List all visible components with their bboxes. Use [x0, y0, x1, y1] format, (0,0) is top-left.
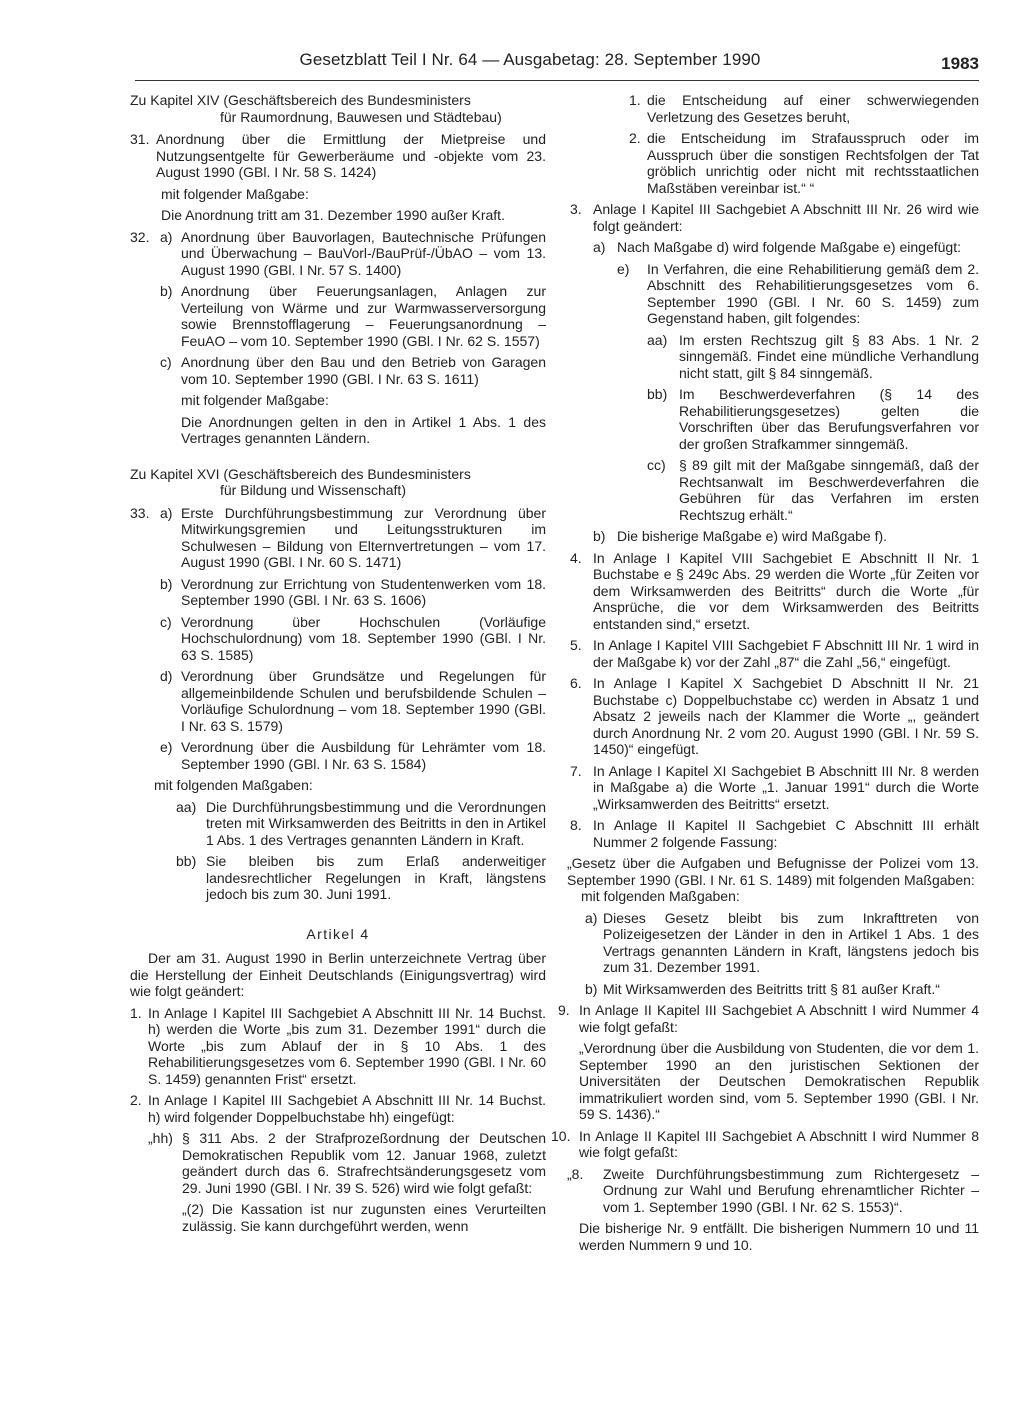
sub-label: „8. — [567, 1165, 584, 1182]
item-text: Anordnung über Bauvorlagen, Bautechnische Prüfungen und Überwachung – BauVorl-/BauPrüf-/ÜbAO – vom 13. August 1990 (GBl. I Nr. 57 S. 1400) — [181, 228, 546, 278]
item-number: 33. — [130, 504, 150, 521]
item-text: In Anlage II Kapitel III Sachgebiet A Abschnitt I wird Nummer 4 wie folgt gefaßt: — [579, 1002, 979, 1035]
item-text: Anlage I Kapitel III Sachgebiet A Abschnitt III Nr. 26 wird wie folgt geändert: — [593, 201, 979, 234]
item-text: In Anlage I Kapitel VIII Sachgebiet E Abschnitt II Nr. 1 Buchstabe e § 249c Abs. 29 werden die Worte „für Zeiten vor dem Wirksamwerden des Beitritts“ durch die Worte „für Ansprüche, die vor dem Wirksamwerden des Beitritts entstanden sind,“ ersetzt. — [593, 549, 979, 632]
item-text: Erste Durchführungsbestimmung zur Verordnung über Mitwirkungsgremien und Leitungsstrukturen im Schulwesen – Bildung von Elternvertretungen – vom 17. August 1990 (GBl. I Nr. 60 S. 1471) — [181, 504, 546, 570]
item-text: Anordnung über den Bau und den Betrieb von Garagen vom 10. September 1990 (GBl. I Nr. 63 S. 1611) — [181, 354, 546, 387]
item-number: 6. — [570, 675, 582, 691]
sub-label: a) — [593, 239, 606, 255]
item-number: 2. — [130, 1092, 142, 1108]
sub-label: aa) — [647, 331, 668, 348]
sub-label: b) — [160, 283, 173, 299]
item-33c — [130, 614, 546, 664]
sub-label: a) — [585, 909, 598, 926]
sub-label: bb) — [647, 386, 668, 402]
amendment-2 — [130, 1092, 546, 1125]
sub-label: cc) — [647, 457, 666, 473]
item-text: In Anlage II Kapitel III Sachgebiet A Abschnitt I wird Nummer 8 wie folgt gefaßt: — [579, 1127, 979, 1160]
massgabe-bb — [130, 853, 546, 903]
chapter-xvi-heading — [130, 466, 546, 499]
item-33b — [130, 576, 546, 609]
chapter-xiv-heading — [130, 92, 546, 125]
amendment-2-quote: „(2) Die Kassation ist nur zugunsten eines Verurteilten zulässig. Sie kann durchgeführt werden, wenn — [182, 1201, 546, 1234]
chapter-heading-line: Zu Kapitel XVI (Geschäftsbereich des Bundesministers — [130, 465, 471, 482]
item-text: In Anlage I Kapitel VIII Sachgebiet F Abschnitt III Nr. 1 wird in der Maßgabe k) vor der Zahl „87“ die Zahl „56,“ eingefügt. — [593, 637, 979, 670]
item-33a — [130, 505, 546, 571]
item-text: die Entscheidung auf einer schwerwiegenden Verletzung des Gesetzes beruht, — [647, 92, 979, 125]
sub-label: 2. — [629, 130, 641, 146]
item-number: 31. — [130, 131, 150, 147]
item-32b — [130, 283, 546, 349]
massgabe-intro: mit folgenden Maßgaben: — [154, 777, 313, 793]
item-33e — [130, 739, 546, 772]
massgabe-aa — [130, 799, 546, 849]
item-32c — [130, 354, 546, 387]
item-text: Verordnung über die Ausbildung für Lehrämter vom 18. September 1990 (GBl. I Nr. 63 S. 1584) — [181, 739, 546, 772]
amendment-2-hh — [130, 1130, 546, 1196]
item-text: Verordnung zur Errichtung von Studentenwerken vom 18. September 1990 (GBl. I Nr. 63 S. 1606) — [181, 575, 546, 608]
sub-label: 1. — [629, 92, 641, 108]
amendment-8a — [563, 910, 979, 976]
sub-label: aa) — [176, 798, 197, 815]
chapter-heading-line: für Bildung und Wissenschaft) — [220, 482, 406, 498]
massgabe-intro: mit folgenden Maßgaben: — [581, 888, 740, 904]
left-column — [130, 92, 546, 1239]
item-text: Verordnung über Grundsätze und Regelungen für allgemeinbildende Schulen und berufsbildende Schulen – Vorläufige Schulordnung – vom 18. September 1990 (GBl. I Nr. 63 S. 1579) — [181, 668, 546, 734]
item-32a — [130, 229, 546, 279]
artikel-heading: Artikel 4 — [306, 925, 370, 942]
item-text: Anordnung über Feuerungsanlagen, Anlagen zur Verteilung von Wärme und zur Warmwasserversorgung sowie Brennstofflagerung – Feuerungsanordnung – FeuAO – vom 10. September 1990 (GBl. I Nr. 62 S. 1557) — [181, 283, 546, 349]
item-number: 4. — [570, 549, 582, 566]
amendment-8b — [563, 981, 979, 998]
amendment-9 — [558, 1002, 979, 1035]
item-text: Im Beschwerdeverfahren (§ 14 des Rehabilitierungsgesetzes) gelten die Vorschriften über das Berufungsverfahren vor der großen Strafkammer sinngemäß. — [679, 386, 979, 452]
item-text: Die bisherige Maßgabe e) wird Maßgabe f). — [617, 528, 888, 544]
massgabe-text: Die Anordnungen gelten in den in Artikel 1 Abs. 1 des Vertrages genannten Ländern. — [181, 413, 546, 446]
amendment-7 — [563, 763, 979, 813]
item-text: § 89 gilt mit der Maßgabe sinngemäß, daß der Rechtsanwalt im Beschwerdeverfahren die Gebühren für das Verfahren im ersten Rechtszug erhält.“ — [679, 457, 979, 523]
sub-label: e) — [160, 739, 173, 755]
item-number: 5. — [570, 637, 582, 653]
amendment-5 — [563, 637, 979, 670]
item-text: § 311 Abs. 2 der Strafprozeßordnung der Deutschen Demokratischen Republik vom 12. Januar 1968, zuletzt geändert durch das 6. Strafrechtsänderungsgesetz vom 29. Juni 1990 (GBl. I Nr. 39 S. 526) wird wie folgt gefaßt: — [182, 1130, 546, 1196]
page-number: 1983 — [941, 54, 979, 73]
page-header — [135, 50, 979, 81]
item-text: die Entscheidung im Strafausspruch oder im Ausspruch über die sonstigen Rechtsfolgen der Tat gröblich unrichtig oder nicht mit rechtsstaatlichen Maßstäben vereinbar ist.“ “ — [647, 130, 979, 196]
amendment-1 — [130, 1005, 546, 1088]
amendment-6 — [563, 675, 979, 758]
item-text: Zweite Durchführungsbestimmung zum Richtergesetz – Ordnung zur Wahl und Berufung ehrenamtlicher Richter – vom 1. September 1990 (GBl. I Nr. 62 S. 1553)“. — [603, 1165, 979, 1215]
item-number: 1. — [130, 1004, 142, 1021]
header-title: Gesetzblatt Teil I Nr. 64 — Ausgabetag: 28. September 1990 — [299, 50, 761, 69]
sub-label: e) — [617, 260, 630, 277]
amendment-10 — [551, 1127, 979, 1161]
massgabe-intro: mit folgender Maßgabe: — [161, 185, 309, 202]
item-text: Mit Wirksamwerden des Beitritts tritt § 81 außer Kraft.“ — [603, 980, 940, 997]
massgabe-text: Die Anordnung tritt am 31. Dezember 1990 außer Kraft. — [161, 207, 505, 223]
sub-label: bb) — [176, 853, 197, 869]
massgabe-e-cc — [563, 457, 979, 523]
sub-label: b) — [160, 575, 173, 592]
item-31 — [130, 131, 546, 181]
sub-label: b) — [585, 980, 598, 997]
item-text: In Anlage II Kapitel II Sachgebiet C Abschnitt III erhält Nummer 2 folgende Fassung: — [593, 817, 979, 850]
item-number: 9. — [558, 1002, 570, 1018]
item-text: Sie bleiben bis zum Erlaß anderweitiger landesrechtlicher Regelungen in Kraft, längstens jedoch bis zum 30. Juni 1991. — [206, 853, 546, 902]
item-number: 32. — [130, 228, 150, 245]
sub-label: d) — [160, 668, 173, 684]
item-text: In Anlage I Kapitel III Sachgebiet A Abschnitt III Nr. 14 Buchst. h) wird folgender Doppelbuchstabe hh) eingefügt: — [148, 1092, 546, 1125]
item-text: Nach Maßgabe d) wird folgende Maßgabe e) eingefügt: — [617, 239, 961, 255]
massgabe-e-aa — [563, 332, 979, 382]
item-text: Die Durchführungsbestimmung und die Verordnungen treten mit Wirksamwerden des Beitritts in den in Artikel 1 Abs. 1 des Vertrages genannten Ländern in Kraft. — [206, 798, 546, 848]
chapter-heading-line: für Raumordnung, Bauwesen und Städtebau) — [220, 108, 502, 125]
artikel-intro: Der am 31. August 1990 in Berlin unterzeichnete Vertrag über die Herstellung der Einheit Deutschlands (Einigungsvertrag) wird wie folgt geändert: — [130, 950, 546, 999]
amendment-8 — [563, 817, 979, 850]
item-number: 8. — [570, 817, 582, 833]
item-text: In Anlage I Kapitel III Sachgebiet A Abschnitt III Nr. 14 Buchst. h) werden die Worte „bis zum 31. Dezember 1991“ durch die Worte „bis zum Ablauf der in § 10 Abs. 1 des Rehabilitierungsgesetzes vom 6. September 1990 (GBl. I Nr. 60 S. 1459) genannten Frist“ ersetzt. — [148, 1004, 546, 1087]
item-text: Im ersten Rechtszug gilt § 83 Abs. 1 Nr. 2 sinngemäß. Findet eine mündliche Verhandlung nicht statt, gilt § 84 sinngemäß. — [679, 331, 979, 381]
item-text: Dieses Gesetz bleibt bis zum Inkrafttreten von Polizeigesetzen der Länder in den in Artikel 1 Abs. 1 des Vertrags genannten Ländern in Kraft, längstens jedoch bis zum 31. Dezember 1991. — [603, 909, 979, 975]
amendment-9-quote: „Verordnung über die Ausbildung von Studenten, die vor dem 1. September 1990 an den juristischen Sektionen der Universitäten der Deutschen Demokratischen Republik immatrikuliert worden sind, vom 5. September 1990 (GBl. I Nr. 59 S. 1436).“ — [579, 1040, 979, 1122]
item-text: In Anlage I Kapitel X Sachgebiet D Abschnitt II Nr. 21 Buchstabe c) Doppelbuchstabe cc) werden in Absatz 1 und Absatz 2 jeweils nach der Klammer die Worte „, geändert durch Anordnung Nr. 2 vom 20. August 1990 (GBl. I Nr. 59 S. 1450)“ eingefügt. — [593, 675, 979, 757]
amendment-10-item-8 — [563, 1166, 979, 1216]
amendment-4 — [563, 550, 979, 633]
massgabe-intro: mit folgender Maßgabe: — [181, 392, 329, 408]
chapter-heading-line: Zu Kapitel XIV (Geschäftsbereich des Bundesministers — [130, 92, 471, 108]
item-text: Verordnung über Hochschulen (Vorläufige Hochschulordnung) vom 18. September 1990 (GBl. I Nr. 63 S. 1585) — [181, 613, 546, 663]
item-text: In Anlage I Kapitel XI Sachgebiet B Abschnitt III Nr. 8 werden in Maßgabe a) die Worte „1. Januar 1991“ durch die Worte „Wirksamwerden des Beitritts“ ersetzt. — [593, 762, 979, 812]
item-text: Anordnung über die Ermittlung der Mietpreise und Nutzungsentgelte für Gewerberäume und -objekte vom 23. August 1990 (GBl. I Nr. 58 S. 1424) — [156, 131, 546, 180]
sub-label: „hh) — [148, 1130, 173, 1146]
sub-label: c) — [160, 354, 172, 370]
sub-label: c) — [160, 613, 172, 630]
kassation-point-2 — [563, 130, 979, 196]
item-text: In Verfahren, die eine Rehabilitierung gemäß dem 2. Abschnitt des Rehabilitierungsgesetzes vom 6. September 1990 (GBl. I Nr. 60 S. 1459) zum Gegenstand haben, gilt folgendes: — [647, 260, 979, 326]
right-column — [551, 92, 979, 1258]
item-number: 7. — [570, 762, 582, 779]
kassation-point-1 — [563, 92, 979, 125]
amendment-10-final: Die bisherige Nr. 9 entfällt. Die bisherigen Nummern 10 und 11 werden Nummern 9 und 10. — [579, 1220, 979, 1253]
item-number: 10. — [551, 1127, 571, 1144]
amendment-8-quote: „Gesetz über die Aufgaben und Befugnisse der Polizei vom 13. September 1990 (GBl. I Nr. 61 S. 1489) mit folgenden Maßgaben: — [567, 855, 979, 888]
item-number: 3. — [570, 201, 582, 217]
sub-label: a) — [160, 228, 173, 245]
massgabe-e — [563, 261, 979, 327]
sub-label: b) — [593, 528, 606, 544]
massgabe-e-bb — [563, 386, 979, 452]
amendment-3b — [563, 528, 979, 545]
amendment-3 — [563, 201, 979, 234]
item-33d — [130, 668, 546, 734]
sub-label: a) — [160, 504, 173, 521]
amendment-3a — [563, 239, 979, 256]
